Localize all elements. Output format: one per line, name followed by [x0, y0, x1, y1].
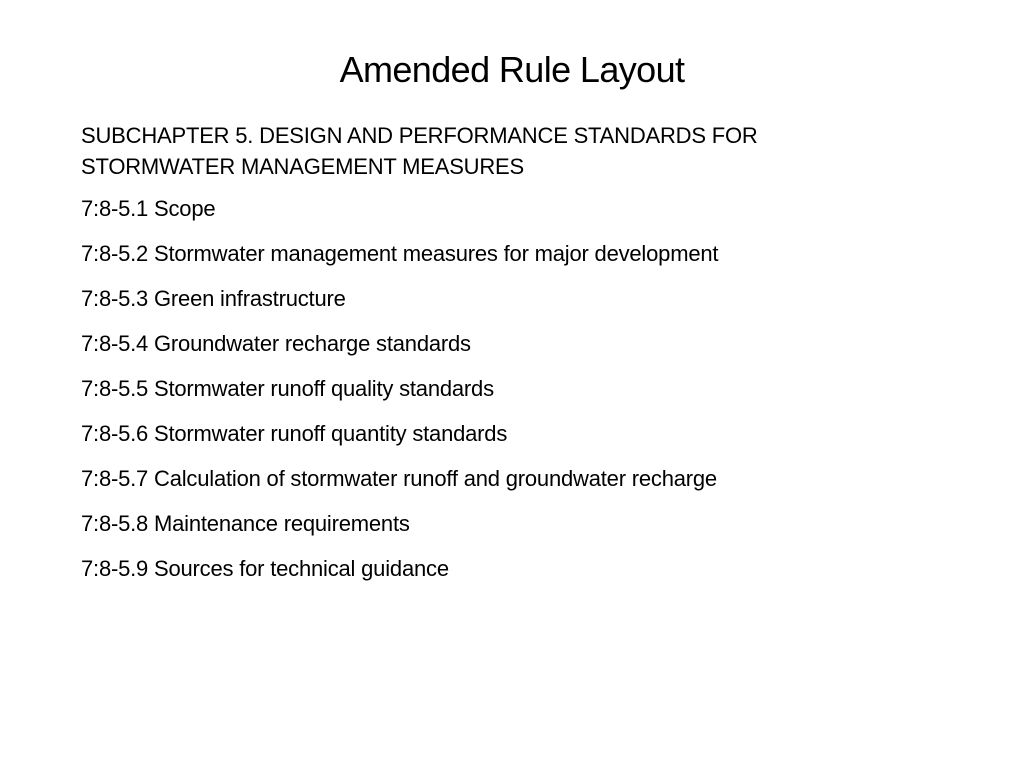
- section-item: 7:8-5.5 Stormwater runoff quality standards: [81, 376, 494, 401]
- section-item: 7:8-5.3 Green infrastructure: [81, 286, 346, 311]
- slide-body: [81, 120, 981, 597]
- section-item: 7:8-5.8 Maintenance requirements: [81, 511, 410, 536]
- section-item: 7:8-5.2 Stormwater management measures for major development: [81, 241, 719, 266]
- subchapter-heading-line-1: SUBCHAPTER 5. DESIGN AND PERFORMANCE STANDARDS FOR: [81, 123, 758, 148]
- section-item: 7:8-5.1 Scope: [81, 196, 216, 221]
- section-item: 7:8-5.6 Stormwater runoff quantity standards: [81, 421, 508, 446]
- section-item: 7:8-5.4 Groundwater recharge standards: [81, 331, 471, 356]
- subchapter-heading-line-2: STORMWATER MANAGEMENT MEASURES: [81, 154, 525, 179]
- slide-title: Amended Rule Layout: [339, 49, 685, 90]
- section-item: 7:8-5.7 Calculation of stormwater runoff and groundwater recharge: [81, 466, 717, 491]
- section-item: 7:8-5.9 Sources for technical guidance: [81, 556, 449, 581]
- section-list: [81, 192, 981, 597]
- subchapter-heading: [81, 120, 981, 182]
